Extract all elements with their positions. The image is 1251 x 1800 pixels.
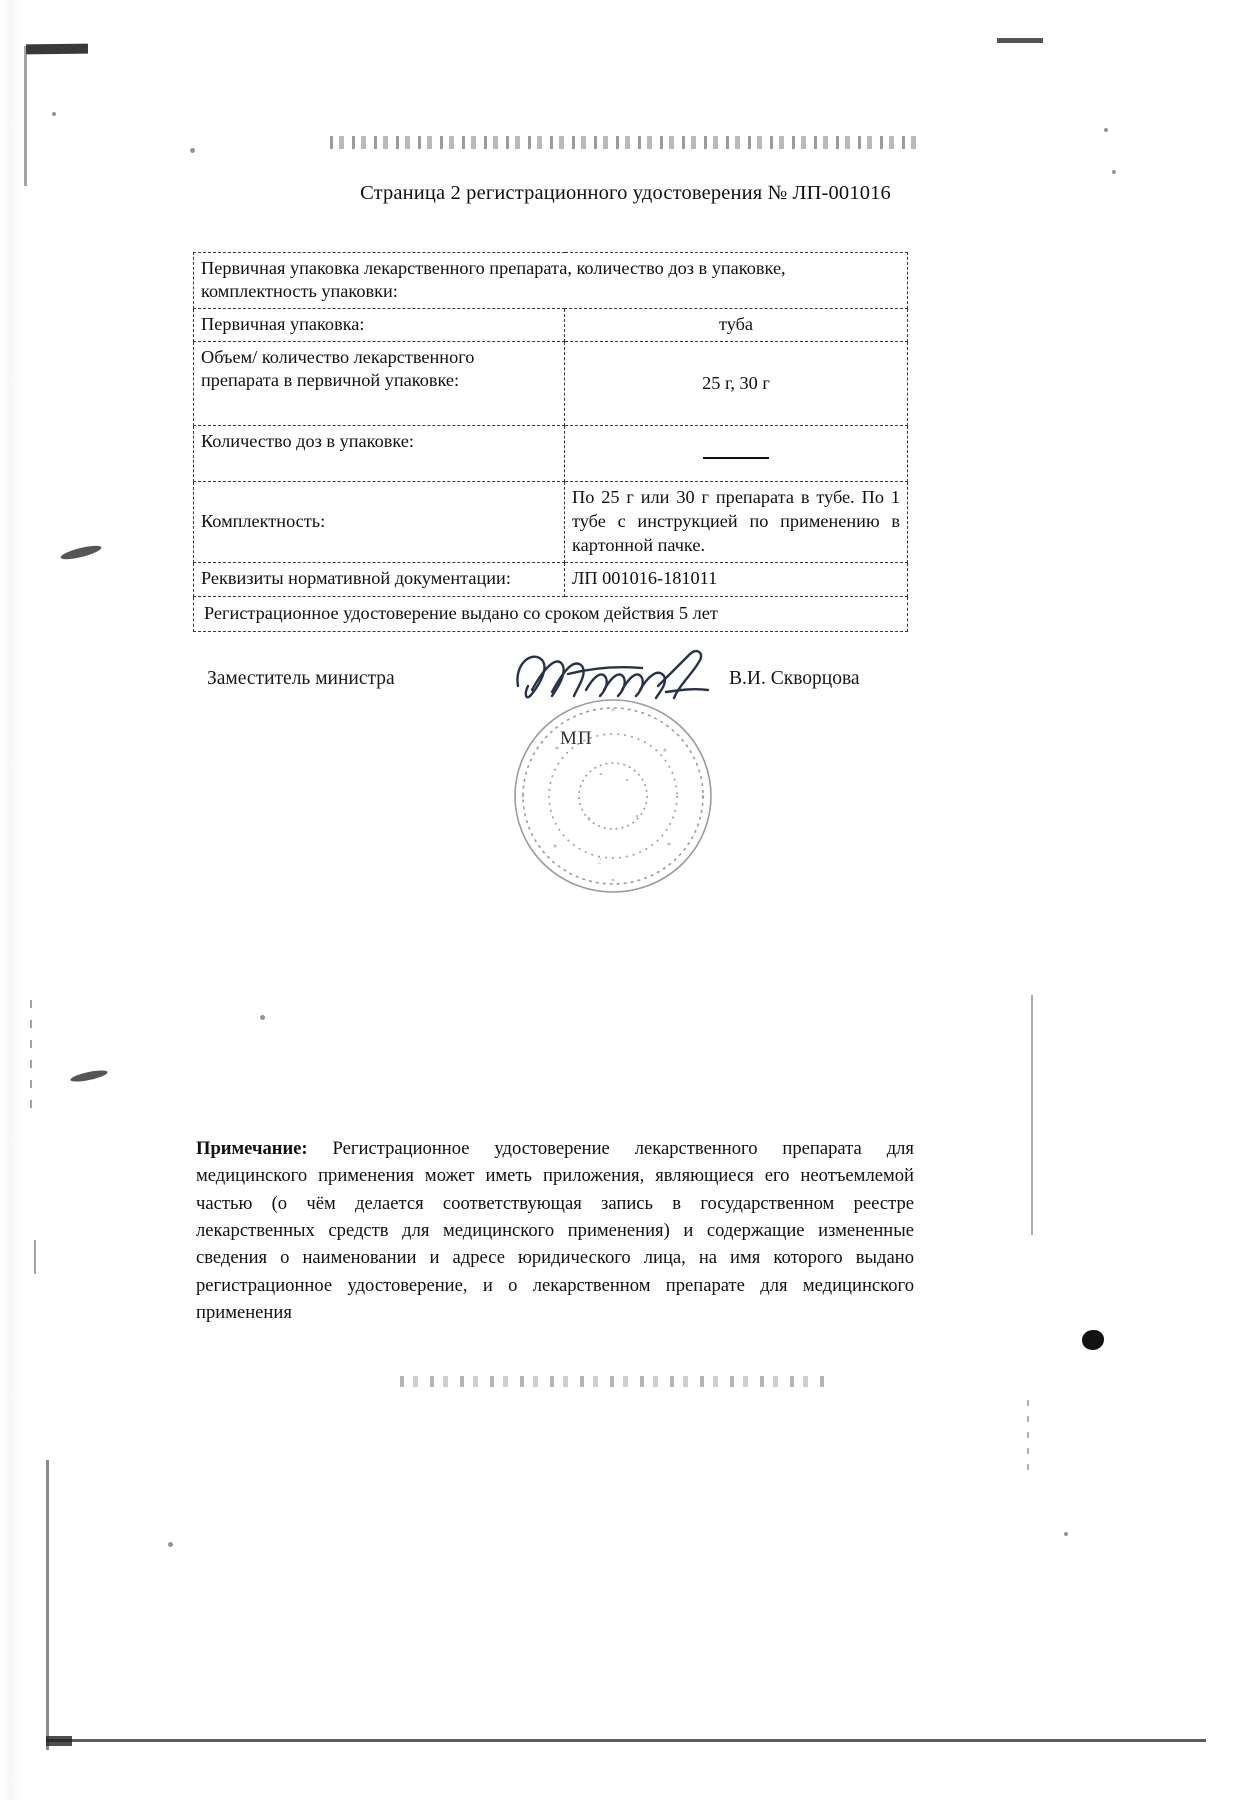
- stamp-mp-label: МП: [560, 728, 593, 749]
- scan-smudge-top: [330, 136, 920, 149]
- scan-edge-shadow: [0, 0, 26, 1800]
- row-label-volume-quantity: Объем/ количество лекарственного препарата в первичной упаковке:: [194, 342, 565, 426]
- page-header: Страница 2 регистрационного удостоверения № ЛП-001016: [360, 182, 891, 204]
- validity-cell: Регистрационное удостоверение выдано со сроком действия 5 лет: [194, 596, 908, 631]
- empty-dash-mark: [703, 446, 769, 459]
- scan-ink-blob: [1082, 1330, 1104, 1350]
- table-row: [194, 563, 908, 596]
- scan-mark-left-upper: [60, 543, 103, 562]
- row-value-completeness: По 25 г или 30 г препарата в тубе. По 1 тубе с инструкцией по применению в картонной пачке.: [565, 482, 908, 563]
- row-value-doc-requisites: ЛП 001016-181011: [565, 563, 908, 596]
- scan-speck: [1064, 1532, 1068, 1536]
- official-seal-stamp-icon: [497, 688, 729, 900]
- row-label-primary-packaging: Первичная упаковка:: [194, 309, 565, 342]
- table-row: [194, 309, 908, 342]
- scan-edge-bottom-corner: [46, 1736, 72, 1746]
- row-value-primary-packaging: туба: [565, 309, 908, 342]
- scan-speck: [260, 1015, 265, 1020]
- scan-speck: [190, 148, 195, 153]
- footnote-paragraph: [196, 1135, 914, 1326]
- scan-speck: [1104, 128, 1108, 132]
- table-row: [194, 426, 908, 482]
- table-row: [194, 482, 908, 563]
- scan-smudge-bottom: [400, 1376, 830, 1387]
- signature-block: [0, 660, 1251, 900]
- scan-speck: [52, 112, 56, 116]
- packaging-details-table: [193, 252, 908, 632]
- row-value-dose-count: [565, 426, 908, 482]
- svg-text:2: 2: [597, 856, 602, 866]
- scan-artifact-line-right-bottom: [1027, 1400, 1029, 1470]
- row-value-volume-quantity: 25 г, 30 г: [565, 342, 908, 426]
- row-label-dose-count: Количество доз в упаковке:: [194, 426, 565, 482]
- scan-artifact-line-right: [1031, 995, 1033, 1235]
- scan-edge-left-rule: [46, 1460, 49, 1750]
- section-title-cell: Первичная упаковка лекарственного препарата, количество доз в упаковке, комплектность упаковки:: [194, 253, 908, 309]
- row-label-completeness: Комплектность:: [194, 482, 565, 563]
- scan-artifact-line-left-top: [24, 46, 27, 186]
- signatory-title: Заместитель министра: [207, 668, 395, 689]
- scan-artifact-top-left: [26, 44, 88, 55]
- table-row: [194, 342, 908, 426]
- scan-speck: [168, 1542, 173, 1547]
- table-row-section-title: [194, 253, 908, 309]
- scan-artifact-line-left-low: [34, 1240, 36, 1274]
- row-label-doc-requisites: Реквизиты нормативной документации:: [194, 563, 565, 596]
- footnote-label: Примечание:: [196, 1138, 308, 1159]
- footnote-text: Регистрационное удостоверение лекарственного препарата для медицинского применения может иметь приложения, являющиеся его неотъемлемой частью (о чём делается соответствующая запись в государственном реестре лекарственных средств для медицинского применения) и содержащие измененные сведения о наименовании и адресе юридического лица, на имя которого выдано регистрационное удостоверение, и о лекарственном препарате для медицинского применения: [196, 1138, 914, 1323]
- scan-speck: [1112, 170, 1116, 174]
- scan-artifact-line-left-mid: [30, 1000, 32, 1120]
- signatory-name: В.И. Скворцова: [729, 668, 860, 689]
- table-row-validity: [194, 596, 908, 631]
- scan-artifact-top-right: [997, 38, 1043, 43]
- scan-mark-left-lower: [70, 1068, 109, 1084]
- scan-edge-bottom-rule: [46, 1739, 1206, 1742]
